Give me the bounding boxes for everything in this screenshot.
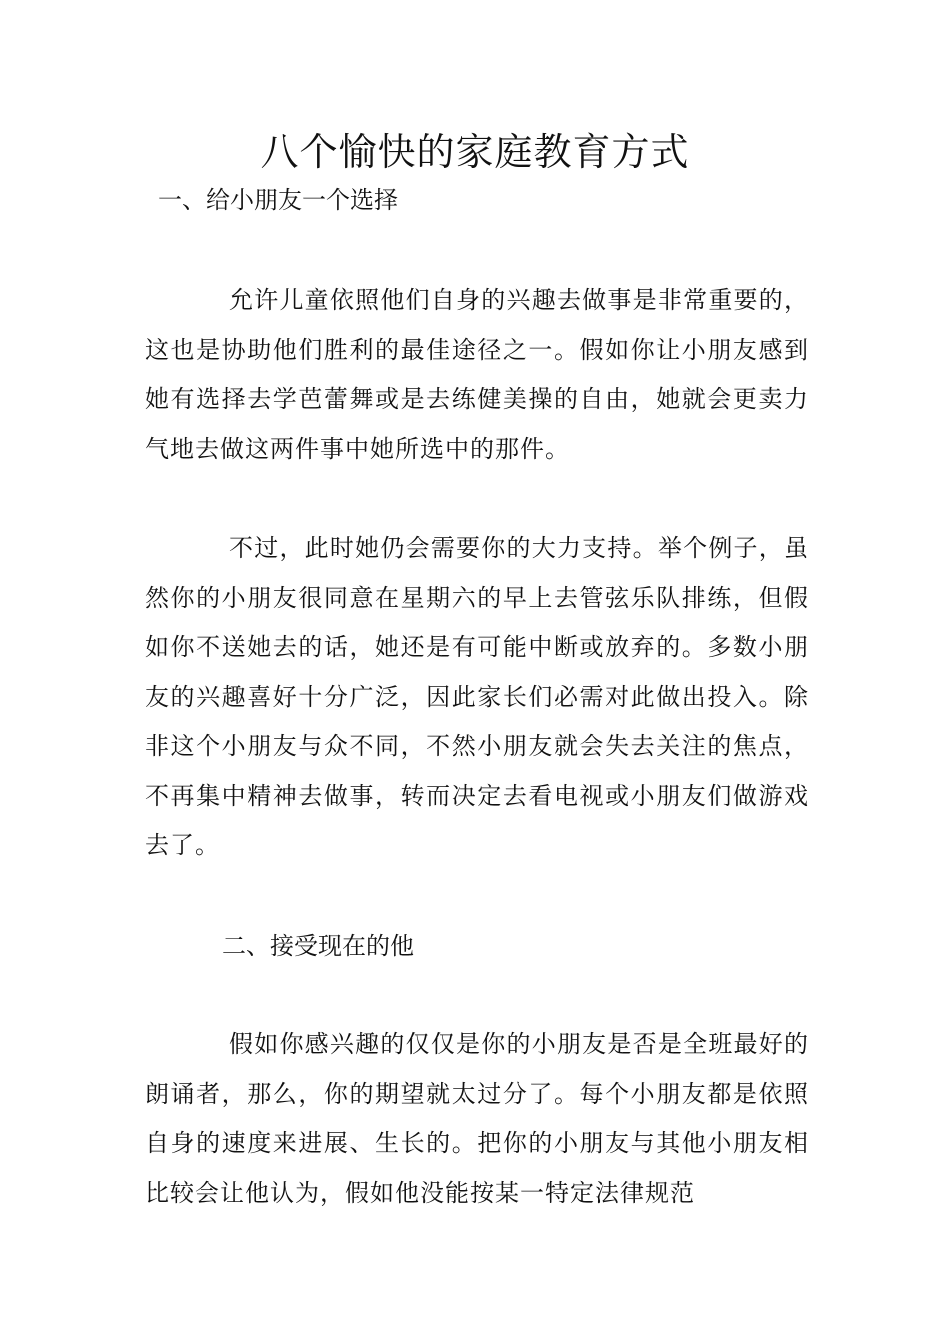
paragraph: 假如你感兴趣的仅仅是你的小朋友是否是全班最好的朗诵者，那么，你的期望就太过分了。每个小朋友都是依照自身的速度来进展、生长的。把你的小朋友与其他小朋友相比较会让他认为，假如他没能按某一特定法律规范 bbox=[145, 1030, 809, 1207]
section-heading-1: 一、给小朋友一个选择 bbox=[158, 186, 398, 214]
section-heading-2: 二、接受现在的他 bbox=[222, 932, 414, 960]
paragraph: 允许儿童依照他们自身的兴趣去做事是非常重要的，这也是协助他们胜利的最佳途径之一。假如你让小朋友感到她有选择去学芭蕾舞或是去练健美操的自由，她就会更卖力气地去做这两件事中她所选中的那件。 bbox=[145, 286, 809, 463]
paragraph: 不过，此时她仍会需要你的大力支持。举个例子，虽然你的小朋友很同意在星期六的早上去管弦乐队排练，但假如你不送她去的话，她还是有可能中断或放弃的。多数小朋友的兴趣喜好十分广泛，因此家长们必需对此做出投入。除非这个小朋友与众不同，不然小朋友就会失去关注的焦点，不再集中精神去做事，转而决定去看电视或小朋友们做游戏去了。 bbox=[145, 534, 809, 859]
document-title: 八个愉快的家庭教育方式 bbox=[260, 130, 690, 174]
